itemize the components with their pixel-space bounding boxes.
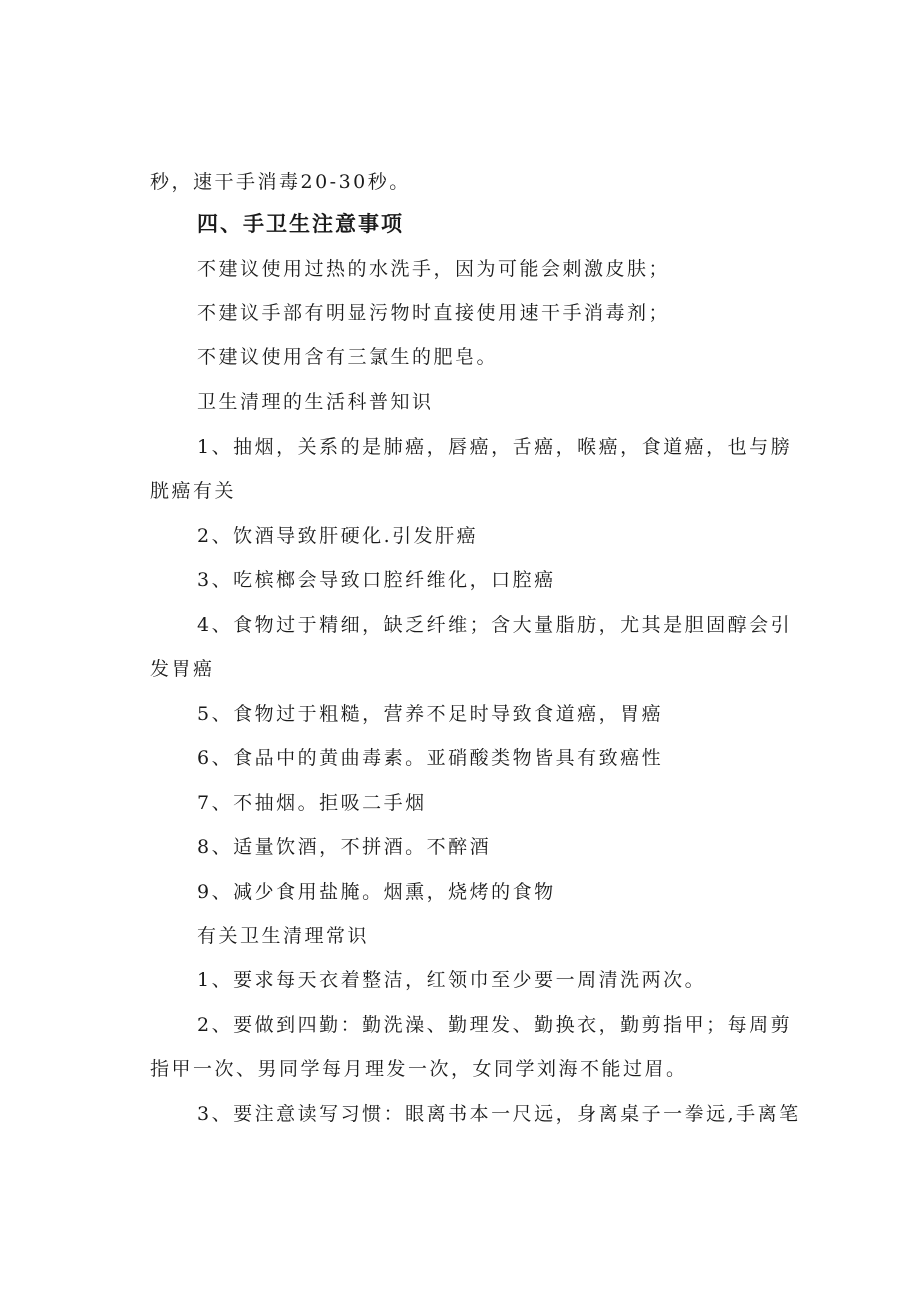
paragraph-line: 不建议使用含有三氯生的肥皂。 xyxy=(197,346,499,368)
list-item: 3、吃槟榔会导致口腔纤维化，口腔癌 xyxy=(197,569,556,591)
list-item: 3、要注意读写习惯：眼离书本一尺远，身离桌子一拳远,手离笔 xyxy=(197,1103,801,1125)
paragraph-line: 不建议手部有明显污物时直接使用速干手消毒剂； xyxy=(197,302,671,324)
list-item: 2、要做到四勤：勤洗澡、勤理发、勤换衣，勤剪指甲；每周剪 xyxy=(197,1014,793,1036)
list-item: 5、食物过于粗糙，营养不足时导致食道癌，胃癌 xyxy=(197,703,664,725)
list-item: 2、饮酒导致肝硬化.引发肝癌 xyxy=(197,525,479,547)
list-item-continuation: 胱癌有关 xyxy=(150,480,237,502)
list-item: 8、适量饮酒，不拼酒。不醉酒 xyxy=(197,836,492,858)
list-item: 1、要求每天衣着整洁，红领巾至少要一周清洗两次。 xyxy=(197,969,707,991)
list-item: 7、不抽烟。拒吸二手烟 xyxy=(197,792,427,814)
paragraph-line: 不建议使用过热的水洗手，因为可能会刺激皮肤； xyxy=(197,258,671,280)
list-item: 1、抽烟，关系的是肺癌，唇癌，舌癌，喉癌，食道癌，也与膀 xyxy=(197,436,793,458)
subsection-title: 有关卫生清理常识 xyxy=(197,925,370,947)
subsection-title: 卫生清理的生活科普知识 xyxy=(197,391,434,413)
list-item-continuation: 发胃癌 xyxy=(150,658,215,680)
list-item: 4、食物过于精细，缺乏纤维；含大量脂肪，尤其是胆固醇会引 xyxy=(197,614,793,636)
list-item: 9、减少食用盐腌。烟熏，烧烤的食物 xyxy=(197,881,556,903)
section-heading: 四、手卫生注意事项 xyxy=(197,212,404,236)
paragraph-continuation: 秒，速干手消毒20-30秒。 xyxy=(150,171,411,193)
list-item-continuation: 指甲一次、男同学每月理发一次，女同学刘海不能过眉。 xyxy=(150,1058,688,1080)
list-item: 6、食品中的黄曲毒素。亚硝酸类物皆具有致癌性 xyxy=(197,747,664,769)
